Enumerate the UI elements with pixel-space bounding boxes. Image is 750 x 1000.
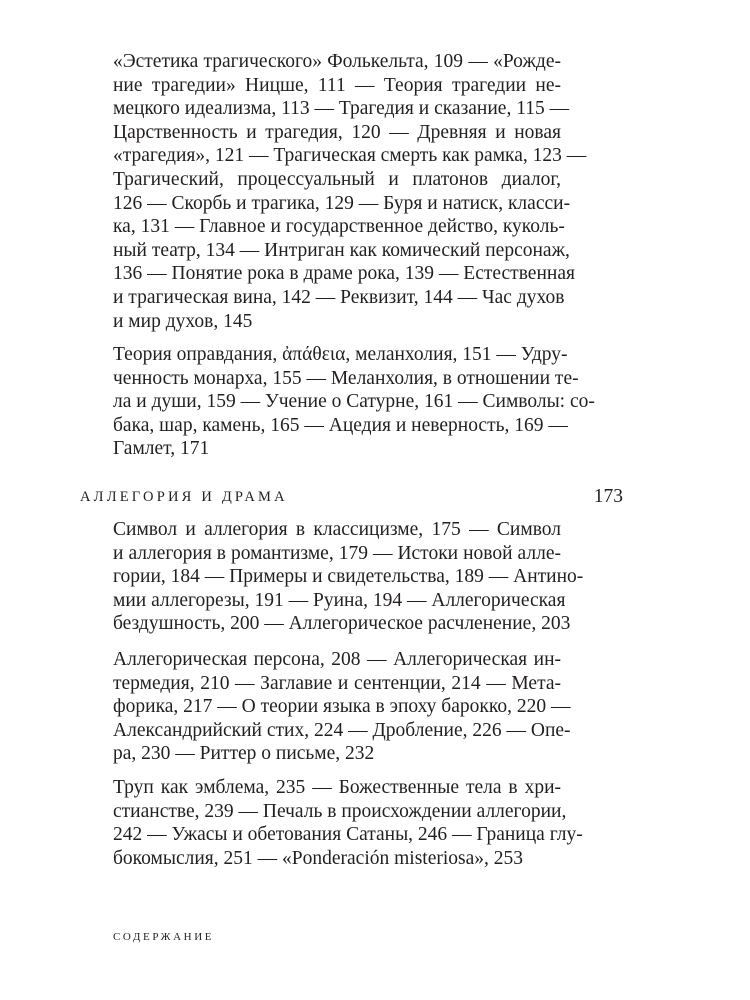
toc-line: Аллегорическая персона, 208 — Аллегорическая ин-	[113, 649, 561, 670]
section-page-number: 173	[593, 486, 623, 507]
toc-line: и мир духов, 145	[113, 310, 253, 332]
toc-line: Символ и аллегория в классицизме, 175 — Символ	[113, 519, 561, 540]
toc-line: ра, 230 — Риттер о письме, 232	[113, 743, 375, 765]
toc-line: форика, 217 — О теории языка в эпоху барокко, 220 —	[113, 696, 571, 718]
toc-line: Трагический, процессуальный и платонов диалог,	[113, 168, 561, 190]
toc-paragraph	[113, 50, 587, 333]
toc-line: 126 — Скорбь и трагика, 129 — Буря и натиск, класси-	[113, 192, 571, 214]
toc-line: термедия, 210 — Заглавие и сентенции, 214 — Мета-	[113, 672, 561, 694]
toc-line: ка, 131 — Главное и государственное действо, куколь-	[113, 216, 565, 238]
toc-line: 136 — Понятие рока в драме рока, 139 — Естественная	[113, 263, 575, 285]
toc-line: стианстве, 239 — Печаль в происхождении аллегории,	[113, 800, 567, 822]
toc-line: «Эстетика трагического» Фолькельта, 109 — «Рожде-	[113, 51, 561, 72]
toc-line: и аллегория в романтизме, 179 — Истоки новой алле-	[113, 542, 561, 564]
running-head: СОДЕРЖАНИЕ	[113, 931, 215, 943]
toc-paragraph	[113, 518, 584, 636]
toc-line: ла и души, 159 — Учение о Сатурне, 161 — Символы: со-	[113, 391, 595, 413]
toc-line: ние трагедии» Ницше, 111 — Теория трагедии не-	[113, 74, 561, 96]
toc-line: Теория оправдания, ἀπάθεια, меланхолия, 151 — Удру-	[113, 344, 568, 365]
toc-line: Царственность и трагедия, 120 — Древняя и новая	[113, 121, 561, 143]
toc-line: бокомыслия, 251 — «Ponderación misteriosa», 253	[113, 847, 524, 869]
toc-paragraph	[113, 343, 595, 461]
toc-paragraph	[113, 776, 583, 870]
toc-line: и трагическая вина, 142 — Реквизит, 144 — Час духов	[113, 286, 565, 308]
section-title: АЛЛЕГОРИЯ И ДРАМА	[80, 489, 288, 505]
toc-paragraph	[113, 648, 571, 766]
toc-line: мии аллегорезы, 191 — Руина, 194 — Аллегорическая	[113, 589, 566, 611]
section-heading	[80, 485, 623, 509]
toc-line: ченность монарха, 155 — Меланхолия, в отношении те-	[113, 367, 579, 389]
toc-line: бака, шар, камень, 165 — Ацедия и неверность, 169 —	[113, 414, 568, 436]
toc-line: Александрийский стих, 224 — Дробление, 226 — Опе-	[113, 719, 571, 741]
toc-line: ный театр, 134 — Интриган как комический персонаж,	[113, 239, 570, 261]
toc-line: «трагедия», 121 — Трагическая смерть как рамка, 123 —	[113, 145, 587, 167]
toc-line: бездушность, 200 — Аллегорическое расчленение, 203	[113, 613, 571, 635]
toc-line: мецкого идеализма, 113 — Трагедия и сказание, 115 —	[113, 98, 570, 120]
toc-line: 242 — Ужасы и обетования Сатаны, 246 — Граница глу-	[113, 824, 583, 846]
toc-line: гории, 184 — Примеры и свидетельства, 189 — Антино-	[113, 566, 584, 588]
toc-line: Гамлет, 171	[113, 438, 210, 460]
toc-line: Труп как эмблема, 235 — Божественные тела в хри-	[113, 777, 561, 798]
